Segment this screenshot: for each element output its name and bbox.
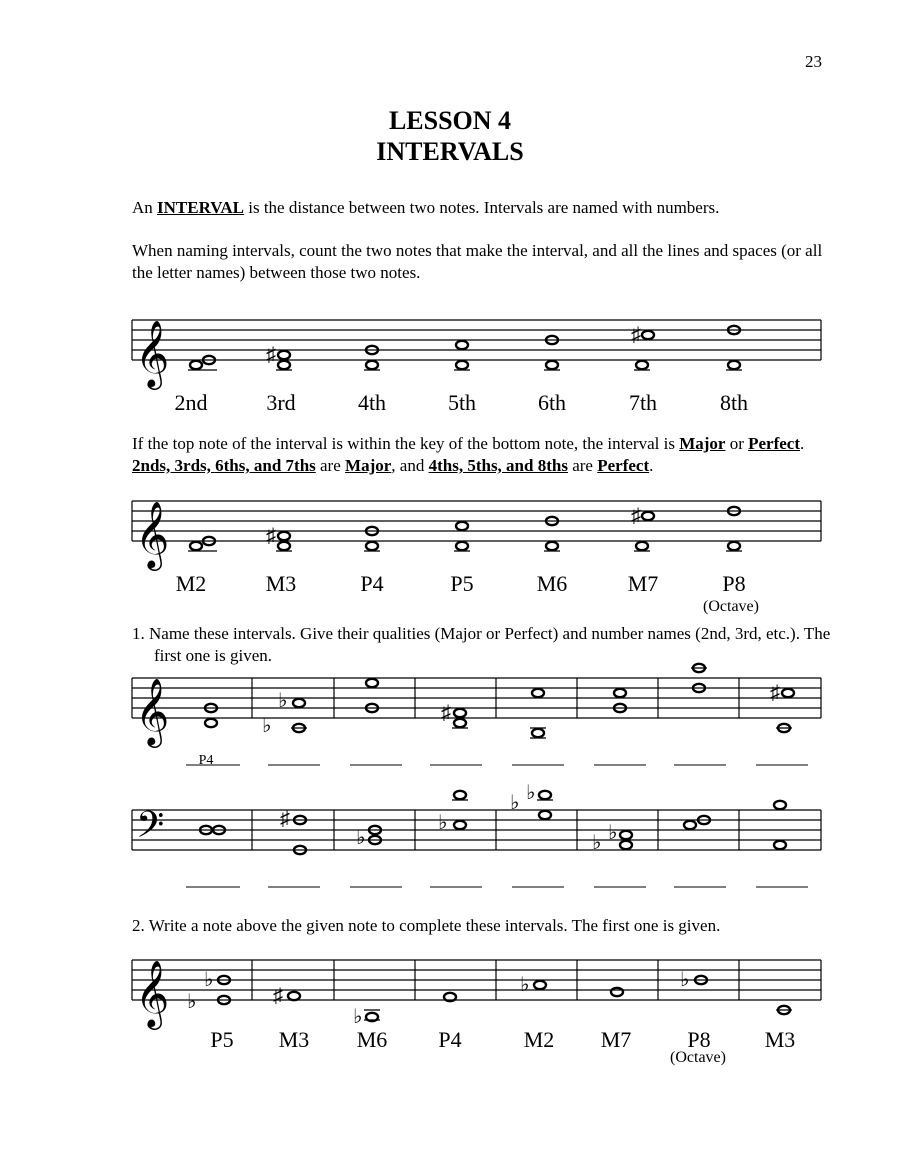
flat-icon: ♭: [204, 969, 214, 991]
target-interval-label: M7: [600, 1027, 632, 1052]
flat-icon: ♭: [278, 690, 288, 712]
quality-text: .: [649, 456, 654, 475]
exercise2-instruction: 2. Write a note above the given note to complete these intervals. The first one is given.: [132, 916, 721, 935]
exercise1-instruction: 1. Name these intervals. Give their qualities (Major or Perfect) and number names (2nd, 3rd, etc.). The first one is given.: [132, 624, 831, 665]
flat-icon: ♭: [510, 792, 520, 814]
quality-label: P5: [450, 571, 474, 596]
notes: [205, 664, 794, 737]
quality-text: are: [315, 456, 346, 475]
flat-icon: ♭: [187, 991, 197, 1013]
interval-label: 4th: [357, 390, 387, 415]
treble-clef-icon: 𝄞: [135, 500, 170, 568]
interval-label: 5th: [447, 390, 477, 415]
sharp-icon: ♯: [631, 324, 641, 346]
treble-clef-icon: 𝄞: [135, 959, 170, 1027]
sharp-icon: ♯: [770, 682, 780, 704]
quality-text: are: [567, 456, 598, 475]
octave-note: (Octave): [670, 1049, 726, 1066]
quality-explanation: [132, 433, 832, 477]
flat-icon: ♭: [520, 974, 530, 996]
flat-icon: ♭: [608, 822, 618, 844]
target-interval-label: P4: [438, 1027, 462, 1052]
staff-intervals-numeric: [0, 310, 900, 420]
flat-icon: ♭: [353, 1006, 363, 1028]
flat-icon: ♭: [262, 715, 272, 737]
quality-label: M2: [175, 571, 207, 596]
given-answer: P4: [198, 753, 214, 768]
quality-text: or: [725, 434, 749, 453]
interval-label: 8th: [719, 390, 749, 415]
interval-label: 2nd: [174, 390, 208, 415]
flat-icon: ♭: [438, 812, 448, 834]
staff-lines: [132, 678, 821, 718]
interval-label: 6th: [537, 390, 567, 415]
octave-note: (Octave): [703, 598, 759, 615]
quality-text: If the top note of the interval is within the key of the bottom note, the interval is: [132, 434, 680, 453]
target-interval-label: M6: [356, 1027, 388, 1052]
staff-lines: [132, 960, 821, 1000]
perfect-term: Perfect: [597, 456, 650, 475]
sharp-icon: ♯: [266, 525, 276, 547]
target-interval-label: M3: [278, 1027, 310, 1052]
target-interval-label: P5: [210, 1027, 234, 1052]
treble-clef-icon: 𝄞: [135, 319, 170, 387]
notes: [218, 976, 790, 1021]
flat-icon: ♭: [592, 832, 602, 854]
interval-label: 7th: [628, 390, 658, 415]
sharp-icon: ♯: [441, 702, 451, 724]
flat-icon: ♭: [356, 827, 366, 849]
target-interval-label: M3: [764, 1027, 796, 1052]
major-term: Major: [679, 434, 726, 453]
perfect-term: Perfect: [748, 434, 801, 453]
staff-lines: [132, 501, 821, 541]
exercise1-treble-staff: [0, 658, 900, 773]
treble-clef-icon: 𝄞: [135, 677, 170, 745]
sharp-icon: ♯: [273, 985, 283, 1007]
definition-text-a: An: [132, 198, 158, 217]
definition-text-b: is the distance between two notes. Intervals are named with numbers.: [243, 198, 720, 217]
counting-instruction: When naming intervals, count the two notes that make the interval, and all the lines and spaces (or all the letter names) between those two notes.: [132, 241, 823, 282]
lesson-subtitle: INTERVALS: [376, 137, 524, 166]
exercise2-treble-staff: [0, 940, 900, 1070]
quality-label: M7: [627, 571, 659, 596]
major-group: 2nds, 3rds, 6ths, and 7ths: [132, 456, 316, 475]
target-interval-label: M2: [523, 1027, 555, 1052]
perfect-group: 4ths, 5ths, and 8ths: [428, 456, 568, 475]
sharp-icon: ♯: [280, 808, 290, 830]
quality-text: , and: [391, 456, 429, 475]
flat-icon: ♭: [526, 782, 536, 804]
quality-label: M6: [536, 571, 568, 596]
flat-icon: ♭: [680, 969, 690, 991]
target-interval-label: P8: [687, 1027, 711, 1052]
sharp-icon: ♯: [266, 344, 276, 366]
sharp-icon: ♯: [631, 505, 641, 527]
quality-label: M3: [265, 571, 297, 596]
interval-definition: [132, 197, 832, 219]
exercise1-bass-staff: [0, 780, 900, 895]
staff-intervals-quality: [0, 491, 900, 616]
ledger-lines: [364, 1010, 792, 1020]
staff-lines: [132, 810, 821, 850]
quality-text: .: [800, 434, 805, 453]
quality-label: P4: [360, 571, 384, 596]
quality-label: P8: [722, 571, 746, 596]
bass-clef-icon: 𝄢: [136, 804, 165, 855]
interval-label: 3rd: [266, 390, 296, 415]
page-number: 23: [805, 52, 822, 71]
lesson-title: LESSON 4: [388, 106, 512, 135]
major-term: Major: [345, 456, 392, 475]
staff-lines: [132, 320, 821, 360]
interval-term: INTERVAL: [157, 198, 244, 217]
